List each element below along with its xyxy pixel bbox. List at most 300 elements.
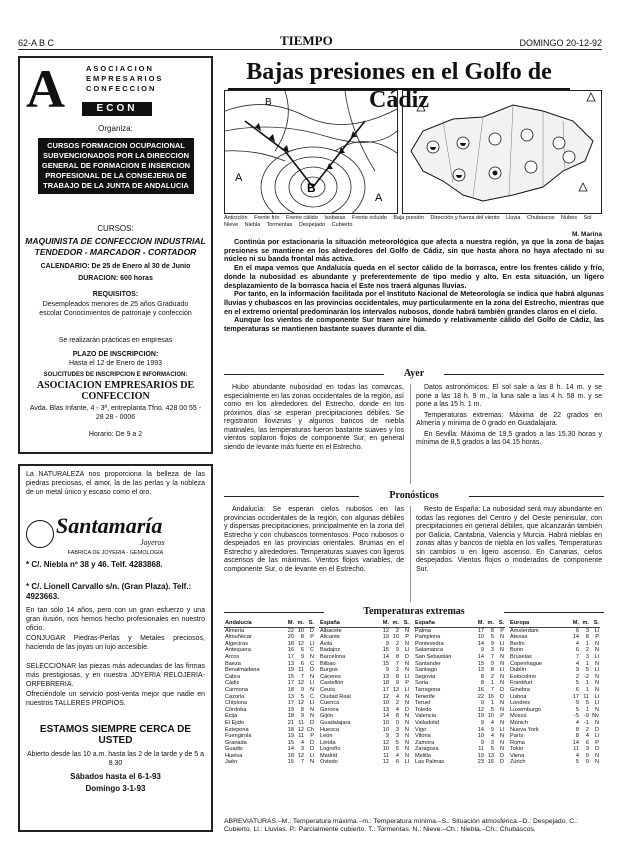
logo-word: ECON [82,102,152,116]
rule [224,496,359,497]
logo-letter: A [26,59,65,119]
duracion: DURACION: 600 horas [78,275,153,282]
table-cell: 11 [383,752,389,759]
ayer-heading-bar [224,368,604,380]
table-cell: P [500,713,504,720]
table-row [414,753,505,760]
page-header [18,33,602,50]
table-cell: Ll [309,680,314,687]
table-cell: N [404,726,409,733]
table-row [319,733,410,740]
pron-espana: Resto de España: La nubosidad será muy abundante en todas las regiones del Centro y del Oeste peninsular, con precipitaciones en general débiles, que alcanzarán también por Galicia, Cantabria, Valencia y Murcia. Habrá nieblas en zonas altas y bancos de niebla en los valles. Temperaturas sin cambios o en ligero ascenso. En Canarias, cielos despejados. Vientos flojos o moderados de componente Sur. [416,506,602,573]
table-cell: 22 [477,693,484,700]
table-cell: N [404,713,409,720]
legend-item: Sol [583,215,592,221]
table-cell: 5 [575,680,579,687]
table-cell: 15 [287,673,294,680]
table-cell: 19 [287,733,294,740]
column-header: M. [285,620,295,627]
table-cell: -1 [584,719,589,726]
santamaria-sub: Joyeros [140,538,165,547]
legend-item: Nieve [224,222,239,228]
table-cell: Fuengirola [225,733,252,740]
table-cell: 10 [477,733,484,740]
santamaria-p4: Ofreciéndole un servicio post-venta mejor que nadie en nuestros TALLERES PROPIOS. [26,691,205,707]
table-cell: 18 [287,713,294,720]
svg-text:A: A [375,192,383,204]
table-row [224,727,315,734]
table-cell: N [499,733,504,740]
table-cell: 13 [382,706,389,713]
table-cell: 15 [382,647,389,654]
table-cell: Logroño [320,746,341,753]
table-header [224,620,315,627]
table-cell: 21 [287,719,294,726]
table-cell: Ll [309,752,314,759]
pronosticos-heading-bar [224,490,604,502]
table-cell: 19 [287,667,294,674]
table-cell: Viena [510,752,525,759]
santamaria-abierto: Abierto desde las 10 a.m. hasta las 2 de la tarde y de 5 a 8.30 [26,751,205,767]
table-cell: 8 [300,634,304,641]
table-cell: 9 [395,680,399,687]
table-cell: N [594,719,599,726]
table-cell: 17 [477,627,484,634]
table-cell: 17 [287,700,294,707]
table-cell: Huesca [320,726,339,733]
table-cell: 9 [480,719,484,726]
table-cell: Cáceres [320,673,341,680]
andalucia-map [402,90,602,214]
table-row [319,700,410,707]
table-row [319,694,410,701]
table-cell: 15 [477,660,484,667]
table-cell: N [499,653,504,660]
lead-paragraph: Por tanto, en la información facilitada por el Instituto Nacional de Meteorología se indica que habrá algunas lluvias y chubascos en las provincias occidentales, muy particularmente en la zona del Estrecho, mientras que en el extremo oriental predominarán los intervalos nubosos, donde habrá también grandes claros en el cielo. [224,289,604,316]
table-row [509,759,600,766]
table-cell: Ceuta [320,686,335,693]
table-header [509,620,600,627]
table-cell: 15 [287,739,294,746]
column-divider [410,506,411,602]
table-cell: 4 [585,733,589,740]
table-cell: 10 [297,627,304,634]
table-row [414,687,505,694]
requisitos-heading: REQUISITOS: [92,291,139,298]
column-divider [410,384,411,484]
table-row [224,733,315,740]
table-cell: 18 [287,726,294,733]
table-cell: Bruselas [510,653,532,660]
cursos-box: CURSOS FORMACION OCUPACIONAL SUBVENCIONADOS POR LA DIRECCION GENERAL DE FORMACION E INSERCION PROFESIONAL DE LA CONSEJERIA DE TRABAJO DE LA JUNTA DE ANDALUCIA [38,138,194,194]
column-header: M. [380,620,390,627]
table-cell: Ll [404,759,409,766]
table-cell: 3 [490,739,494,746]
table-row [509,746,600,753]
rule [224,612,324,613]
legend-item: Baja presión [393,215,424,221]
table-cell: N [309,759,314,766]
table-row [224,680,315,687]
santamaria-p3: SELECCIONAR las piezas más adecuadas de las firmas más prestigiosas, y en nuestra JOYERIA RELOJERIA-ORFEBRERIA. [26,663,205,688]
ayer-right-text: En Sevilla: Máxima de 19,5 grados a las 15.30 horas y mínima de 8,5 grados a las 04.15 horas. [416,430,602,446]
table-cell: D [499,752,504,759]
table-cell: 4 [395,706,399,713]
table-row [509,700,600,707]
table-cell: Atenas [510,634,528,641]
table-cell: Zamora [415,739,435,746]
table-cell: Benalmádena [225,667,260,674]
legend-item: Lluvia [506,215,521,221]
table-cell: 2 [395,667,399,674]
table-cell: 13 [287,693,294,700]
table-row [319,759,410,766]
santamaria-tagline: FABRICA DE JOYERIA - GEMOLOGIA [67,550,164,556]
column-header: m. [295,620,305,627]
table-cell: 5 [395,746,399,753]
table-cell: Ámsterdam [510,627,539,634]
table-cell: N [404,746,409,753]
table-cell: 5 [575,706,579,713]
table-cell: 8 [480,673,484,680]
table-cell: 14 [382,653,389,660]
table-cell: 15 [287,759,294,766]
table-cell: -2 [584,673,589,680]
table-cell: Castellón [320,680,344,687]
table-row [414,667,505,674]
column-header: Europa [509,620,570,627]
pronosticos-heading: Pronósticos [389,490,439,501]
table-cell: 6 [575,686,579,693]
table-cell: 2 [395,700,399,707]
table-row [224,674,315,681]
table-cell: 4 [490,733,494,740]
table-cell: P [595,634,599,641]
table-row [224,759,315,766]
table-cell: Ll [499,640,504,647]
table-cell: 9 [575,667,579,674]
table-cell: 3 [585,746,589,753]
table-row [509,647,600,654]
rule [444,374,604,375]
table-cell: 11 [298,733,304,740]
table-row [224,667,315,674]
lead-paragraph: En el mapa vemos que Andalucía queda en el sector cálido de la borrasca, entre los frentes cálido y frío, donde la nubosidad es abundante y preferentemente de tipo medio y alto. En esta situación, un ligero desplazamiento de la borrasca hacia el Este nos traerá algunas lluvias. [224,263,604,290]
legend-item: Tormentas [266,222,293,228]
table-cell: N [499,706,504,713]
table-cell: Jaén [225,759,238,766]
table-cell: 7 [575,653,579,660]
table-cell: Granada [225,739,247,746]
santamaria-intro: La NATURALEZA nos proporciona la belleza de las piedras preciosas, el amor, la de las perlas y la nobleza de un metal único y escaso como el oro. [26,471,205,496]
legend-item: Despejado [298,222,326,228]
svg-text:B: B [265,97,272,108]
econ-logo [26,59,208,124]
table-cell: 18 [287,640,294,647]
table-cell: 4 [575,752,579,759]
table-cell: 1 [490,700,494,707]
santamaria-sabados: Sábados hasta el 6-1-93 [70,772,161,781]
table-cell: 14 [572,634,579,641]
table-row [319,680,410,687]
table-cell: 7 [300,673,304,680]
table-cell: Alicante [320,634,340,641]
table-cell: Palma [415,627,431,634]
section-title: TIEMPO [280,33,333,48]
table-row [509,740,600,747]
table-row [414,627,505,634]
table-row [224,740,315,747]
table-cell: 17 [287,680,294,687]
table-row [319,713,410,720]
legend-item: Frente ocluido [351,215,387,221]
table-row [224,720,315,727]
pron-left-column [224,506,404,576]
table-cell: 8 [490,627,494,634]
table-cell: 12 [297,640,304,647]
table-row [319,687,410,694]
table-cell: Valladolid [415,719,439,726]
table-cell: 8 [575,733,579,740]
table-cell: Chipiona [225,700,248,707]
legend-item: Niebla [244,222,261,228]
table-row [224,647,315,654]
table-cell: 4 [575,660,579,667]
legend-item: Cubierto [331,222,353,228]
table-cell: San Sebastián [415,653,452,660]
table-cell: 14 [572,739,579,746]
table-cell: 10 [477,634,484,641]
table-cell: 22 [287,627,294,634]
table-cell: N [404,627,409,634]
table-cell: N [309,713,314,720]
left-ad-column [18,56,213,838]
table-cell: 9 [490,726,494,733]
table-row [414,661,505,668]
table-row [414,674,505,681]
cursos-names: MAQUINISTA DE CONFECCION INDUSTRIAL TENDEDOR - MARCADOR - CORTADOR [25,236,206,257]
weather-headline: Bajas presiones en el Golfo de Cádiz [228,58,570,90]
table-cell: El Ejido [225,719,244,726]
table-row [224,707,315,714]
table-cell: 9 [385,667,389,674]
table-row [509,661,600,668]
table-row [224,694,315,701]
table-cell: 5 [490,746,494,753]
table-cell: 9 [385,733,389,740]
table-cell: Toledo [415,706,432,713]
legend-item: Nubes [561,215,577,221]
table-cell: 16 [487,759,494,766]
table-cell: Carmona [225,686,249,693]
table-cell: N [499,700,504,707]
table-cell: 7 [300,759,304,766]
table-cell: 16 [487,693,494,700]
ayer-text: Hubo abundante nubosidad en todas las comarcas, especialmente en las zonas occidentales de la región, así como en los alrededores del Estrecho, donde en los próximos días se esperan precipitaciones débiles. Se registraron lloviznas y algunos bancos de niebla matinales, las temperaturas fueron bastante suaves y los vientos soplaron flojos de componente Sur, en general siendo de levante más fuerte en el Estrecho. [224,384,404,451]
table-cell: 0 [585,759,589,766]
table-cell: P [595,739,599,746]
table-cell: Estepona [225,726,249,733]
table-cell: 19 [382,634,389,641]
table-cell: 4 [575,640,579,647]
table-row [414,713,505,720]
table-cell: P [310,733,314,740]
legend-item: Anticiclón [224,215,248,221]
ayer-right-text: Datos astronómicos: El sol sale a las 8 h. 14 m. y se pone a las 18 h. 9 m., la luna sale a las 4 h. 58 m. y se pone a las 15 h. 1 m. [416,384,602,408]
table-cell: D [309,667,314,674]
column-header: España [319,620,380,627]
table-cell: 15 [382,660,389,667]
table-cell: N [404,660,409,667]
table-cell: 14 [477,653,484,660]
table-cell: N [499,746,504,753]
table-cell: N [594,673,599,680]
table-cell: N [499,739,504,746]
table-row [224,713,315,720]
table-cell: 8 [480,680,484,687]
table-cell: Ll [309,700,314,707]
table-row [224,746,315,753]
table-row [319,654,410,661]
table-row [414,720,505,727]
table-cell: N [309,673,314,680]
table-cell: N [594,640,599,647]
table-cell: 4 [490,719,494,726]
santamaria-brand: Santamaría [56,513,163,538]
table-cell: 3 [395,733,399,740]
table-cell: N [594,647,599,654]
table-cell: 11 [298,667,304,674]
table-cell: N [594,759,599,766]
table-cell: N [404,667,409,674]
table-cell: 12 [297,752,304,759]
table-cell: Zaragoza [415,746,439,753]
table-cell: Antequera [225,647,251,654]
table-cell: Ll [499,726,504,733]
table-cell: 11 [478,746,484,753]
column-header: S. [400,620,410,627]
table-cell: Ll [594,733,599,740]
table-cell: Almería [225,627,245,634]
table-cell: 17 [572,693,579,700]
column-header: m. [485,620,495,627]
rule [224,374,384,375]
table-cell: 18 [287,752,294,759]
table-cell: N [594,752,599,759]
table-cell: 5 [395,739,399,746]
santamaria-domingo: Domingo 3-1-93 [85,784,146,793]
table-cell: 5 [490,634,494,641]
table-row [414,740,505,747]
temperature-table [224,620,315,766]
table-row [319,740,410,747]
table-cell: 13 [392,686,399,693]
table-cell: 8 [585,634,589,641]
table-row [319,674,410,681]
table-cell: 2 [490,673,494,680]
table-cell: D [404,653,409,660]
table-row [414,654,505,661]
table-cell: Estocolmo [510,673,537,680]
table-cell: Tokio [510,746,524,753]
table-row [319,634,410,641]
table-header [319,620,410,627]
table-cell: N [499,673,504,680]
table-row [414,700,505,707]
table-cell: P [405,634,409,641]
table-cell: N [594,706,599,713]
table-row [509,753,600,760]
table-cell: Cabra [225,673,241,680]
logo-lines [86,64,163,94]
table-cell: 17 [287,653,294,660]
table-cell: 8 [300,706,304,713]
table-cell: P [500,627,504,634]
table-cell: 18 [382,680,389,687]
table-row [509,713,600,720]
plazo: Hasta el 12 de Enero de 1993 [68,360,162,367]
table-cell: 5 [490,706,494,713]
table-cell: Ll [309,640,314,647]
table-row [319,720,410,727]
table-cell: 6 [575,627,579,634]
table-cell: Lisboa [510,693,527,700]
table-cell: 13 [487,752,494,759]
table-cell: D [499,693,504,700]
table-cell: Roma [510,739,525,746]
table-cell: Cazorla [225,693,245,700]
table-cell: N [404,733,409,740]
table-cell: 10 [382,726,389,733]
table-cell: Ll [594,700,599,707]
table-cell: 13 [382,673,389,680]
table-cell: 8 [395,713,399,720]
ayer-right-text: Temperaturas extremas: Máxima de 22 grados en Almería y mínima de 0 grado en Guadalajara. [416,411,602,427]
table-cell: 8 [395,653,399,660]
table-cell: 2 [395,640,399,647]
map-credit: M. Marina [572,231,602,238]
table-cell: 2 [395,627,399,634]
temperature-tables [224,620,604,816]
table-cell: 3 [585,627,589,634]
table-cell: N [309,653,314,660]
table-cell: 9 [300,653,304,660]
table-row [509,707,600,714]
table-row [224,641,315,648]
table-row [414,733,505,740]
table-cell: Teruel [415,700,431,707]
table-row [319,746,410,753]
table-cell: Gerona [320,706,339,713]
table-cell: N [404,739,409,746]
table-cell: Tenerife [415,693,435,700]
table-row [319,641,410,648]
cursos-label: CURSOS: [97,224,134,233]
table-row [224,753,315,760]
table-cell: 9 [300,713,304,720]
table-cell: 14 [287,746,294,753]
table-cell: Nv [592,713,599,720]
table-cell: Ll [404,686,409,693]
table-cell: 6 [585,739,589,746]
lead-paragraph: Aunque los vientos de componente Sur traen aire húmedo y relativamente cálido del Golfo de Cádiz, las temperaturas se mantienen bastante suaves durante el día. [224,315,604,334]
table-cell: 19 [477,752,484,759]
table-cell: 3 [395,726,399,733]
table-cell: 7 [490,653,494,660]
table-cell: C [309,693,314,700]
legend-item: Frente frío [254,215,280,221]
table-cell: 12 [297,680,304,687]
